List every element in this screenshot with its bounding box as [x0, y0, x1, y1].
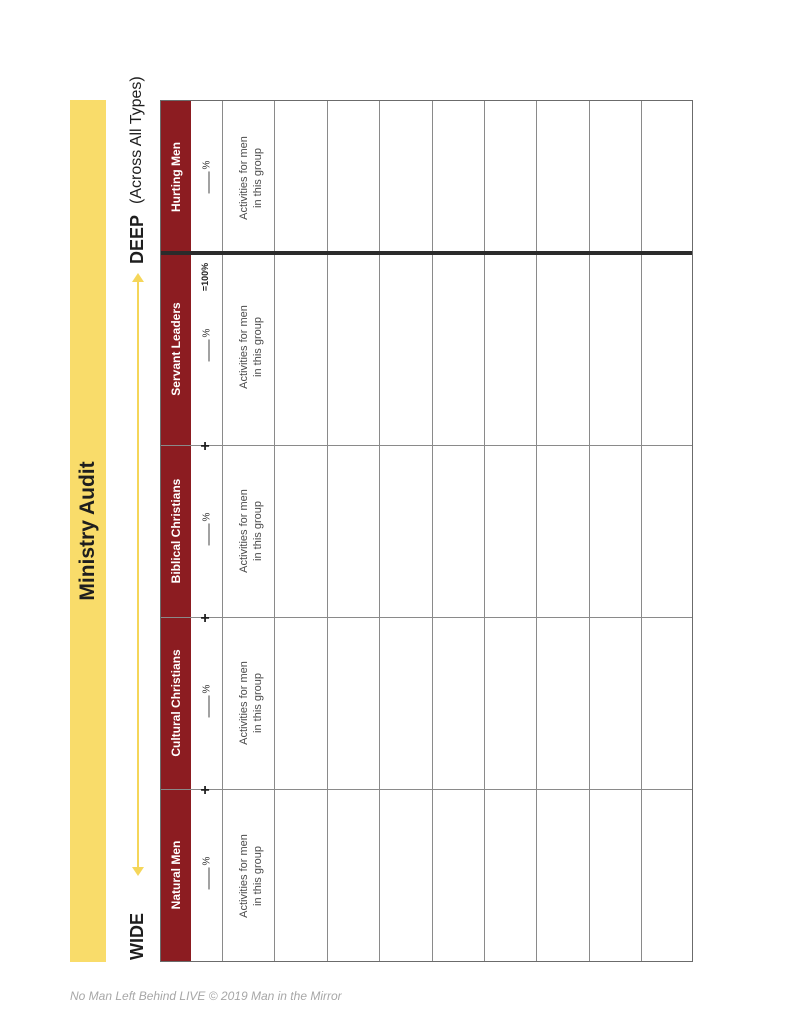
header-cell-cultural-christians	[161, 617, 191, 789]
axis-wide-label: WIDE	[127, 913, 147, 960]
header-label: Natural Men	[169, 840, 183, 910]
activity-prompt-servant-leaders: Activities for men in this group	[238, 305, 264, 389]
arrow-right-icon	[132, 273, 144, 282]
percent-blank-cultural-christians[interactable]: %	[202, 685, 213, 718]
axis-line	[137, 280, 139, 870]
header-label: Biblical Christians	[169, 478, 183, 584]
axis-note: (Across All Types)	[128, 76, 145, 204]
title-band	[70, 100, 106, 962]
header-column	[161, 101, 191, 961]
percent-blank-biblical-christians[interactable]: %	[202, 513, 213, 546]
thick-row-divider	[161, 251, 692, 255]
plus-sign: +	[200, 610, 210, 627]
percent-blank-servant-leaders[interactable]: %	[202, 329, 213, 362]
header-label: Hurting Men	[169, 142, 183, 212]
plus-sign: +	[200, 438, 210, 455]
plus-sign: +	[200, 782, 210, 799]
header-cell-natural-men	[161, 789, 191, 961]
percent-blank-natural-men[interactable]: %	[202, 857, 213, 890]
header-cell-servant-leaders	[161, 253, 191, 445]
page-title: Ministry Audit	[76, 461, 99, 601]
activity-prompt-natural-men: Activities for men in this group	[238, 834, 264, 918]
axis-deep-label: DEEP	[127, 214, 147, 264]
row-divider	[161, 445, 692, 446]
percent-blank-hurting-men[interactable]: %	[202, 161, 213, 194]
audit-grid	[160, 100, 693, 962]
row-divider	[161, 789, 692, 790]
activity-prompt-biblical-christians: Activities for men in this group	[238, 489, 264, 573]
header-cell-biblical-christians	[161, 445, 191, 617]
activity-prompt-hurting-men: Activities for men in this group	[238, 136, 264, 220]
header-cell-hurting-men	[161, 101, 191, 253]
activity-prompt-cultural-christians: Activities for men in this group	[238, 661, 264, 745]
wide-deep-axis	[120, 76, 156, 962]
header-label: Servant Leaders	[169, 302, 183, 396]
total-label: =100%	[200, 262, 210, 292]
header-label: Cultural Christians	[169, 649, 183, 757]
row-divider	[161, 617, 692, 618]
footer-credit: No Man Left Behind LIVE © 2019 Man in the Mirror	[70, 989, 342, 1003]
